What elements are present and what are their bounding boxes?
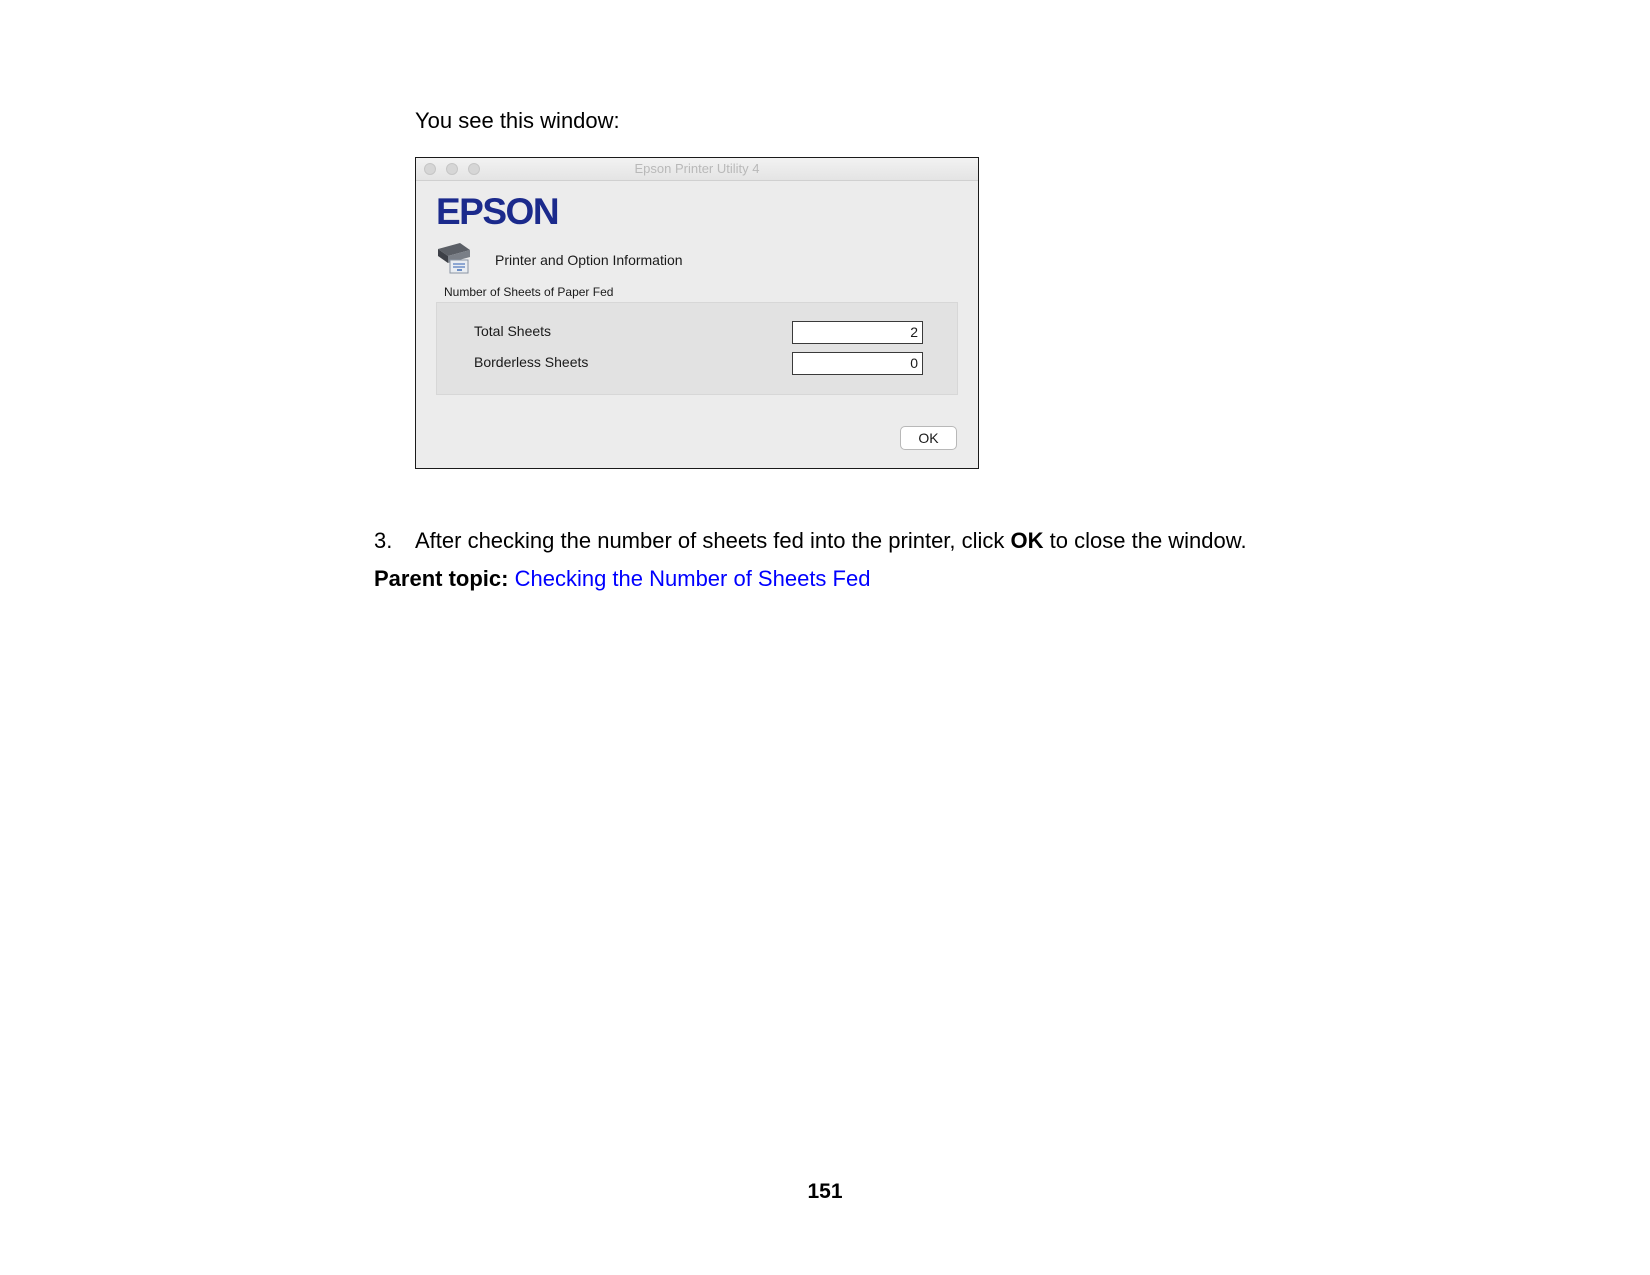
step-text: [415, 527, 1247, 555]
section-heading: Printer and Option Information: [495, 252, 683, 268]
total-sheets-label: Total Sheets: [474, 323, 552, 339]
step-number: 3.: [374, 528, 393, 553]
window-titlebar: [416, 158, 978, 181]
ok-button[interactable]: OK: [900, 426, 957, 450]
parent-topic-link[interactable]: Checking the Number of Sheets Fed: [514, 566, 871, 591]
parent-topic: [374, 565, 870, 593]
page-number: 151: [807, 1180, 843, 1203]
parent-topic-label: Parent topic:: [374, 566, 509, 591]
printer-icon: [436, 241, 472, 275]
step-text-before: After checking the number of sheets fed into the printer, click: [415, 528, 1011, 553]
printer-utility-screenshot: [415, 157, 979, 469]
intro-text: You see this window:: [415, 108, 620, 133]
sheets-group-box: [436, 302, 958, 395]
total-sheets-field: 2: [792, 321, 923, 344]
step-text-after: to close the window.: [1043, 528, 1247, 553]
step-text-bold: OK: [1010, 528, 1044, 553]
borderless-sheets-label: Borderless Sheets: [474, 354, 589, 370]
borderless-sheets-field: 0: [792, 352, 923, 375]
group-label: Number of Sheets of Paper Fed: [444, 285, 614, 299]
window-title: Epson Printer Utility 4: [634, 161, 760, 176]
epson-logo: EPSON: [436, 191, 559, 232]
